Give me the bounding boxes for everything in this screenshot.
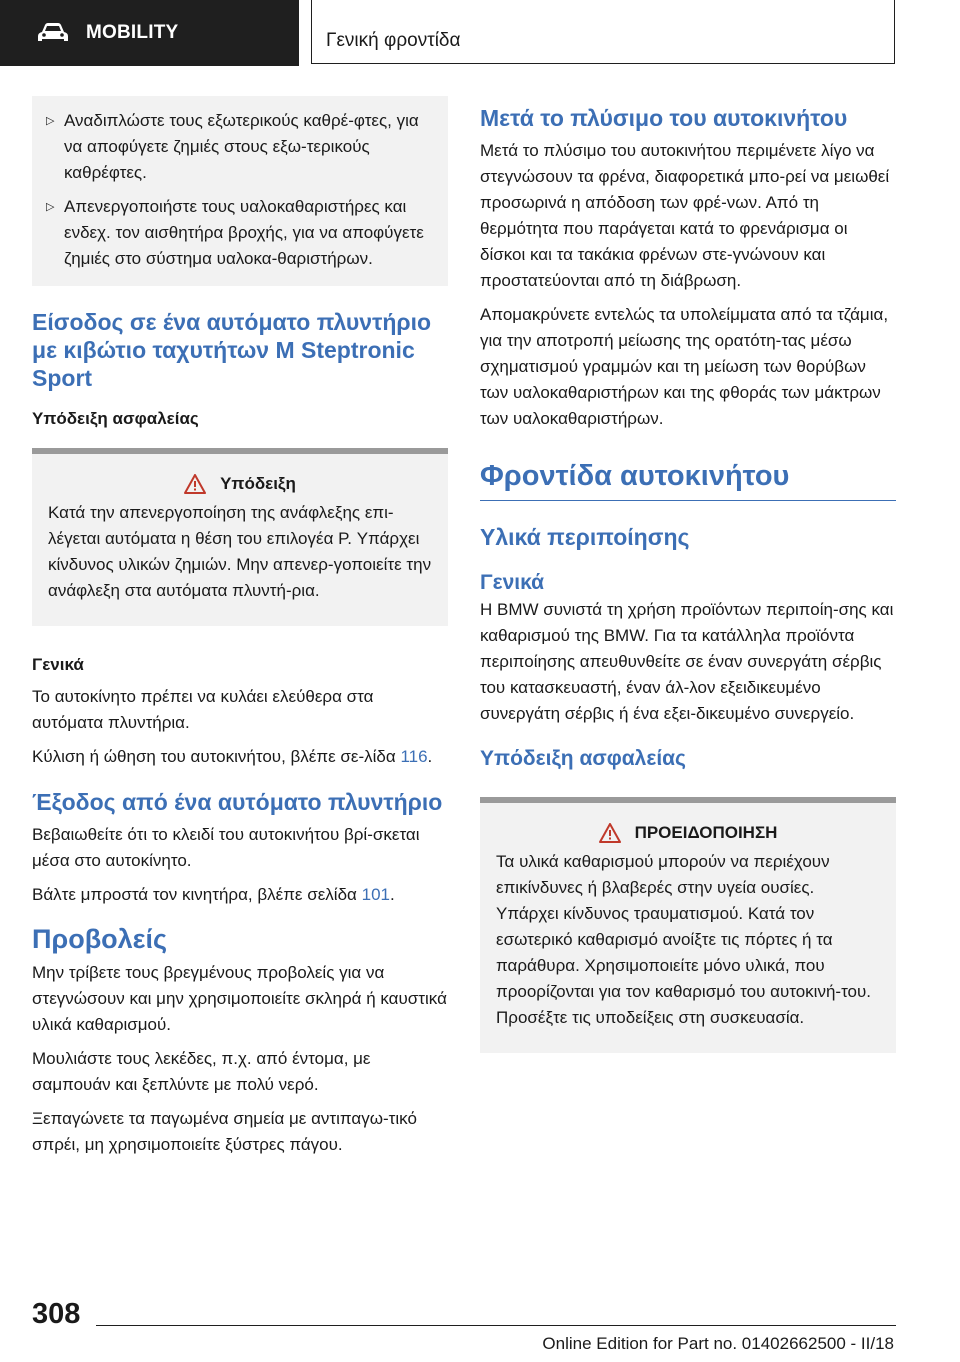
notice-title: Υπόδειξη bbox=[220, 474, 296, 493]
general-paragraph-ref bbox=[32, 744, 448, 770]
list-item bbox=[46, 194, 434, 272]
car-icon bbox=[36, 22, 70, 44]
notice-text: Κατά την απενεργοποίηση της ανάφλεξης επι‐λέγεται αυτόματα η θέση του επιλογέα P. Υπάρχει κίνδυνος υλικών ζημιών. Μην απενερ‐γοποιείτε την ανάφλεξη στα αυτόματα πλυντή‐ρια. bbox=[48, 503, 432, 600]
triangle-bullet-icon: ▷ bbox=[46, 201, 55, 213]
after-wash-paragraph: Απομακρύνετε εντελώς τα υπολείμματα από τα τζάμια, για την αποτροπή μείωσης της ορατότη‐τας μέσω σχηματισμού γραμμών και τη μείωση των θορύβων των υαλοκαθαριστήρων και της φθοράς των μάκτρων των υαλοκαθαριστήρων. bbox=[480, 305, 889, 428]
general-subheading: Γενικά bbox=[32, 655, 84, 674]
entry-heading: Είσοδος σε ένα αυτόματο πλυντήριο με κιβώτιο ταχυτήτων M Steptronic Sport bbox=[32, 309, 432, 391]
footer-rule bbox=[96, 1325, 896, 1326]
headlights-paragraph: Μουλιάστε τους λεκέδες, π.χ. από έντομα, με σαμπουάν και ξεπλύντε με πολύ νερό. bbox=[32, 1049, 371, 1094]
warning-title-row bbox=[496, 823, 880, 843]
triangle-bullet-icon: ▷ bbox=[46, 115, 55, 127]
header-chapter-box bbox=[311, 0, 895, 64]
after-wash-paragraph: Μετά το πλύσιμο του αυτοκινήτου περιμένετε λίγο να στεγνώσουν τα φρένα, διαφορετικά μπο‐ρεί να μειωθεί προσωρινά η απόδοση των φρέ‐νων. Από τη θερμότητα που παράγεται κατά το φρενάρισμα οι δίσκοι και τα τακάκια φρένων στε‐γνώνουν και προστατεύονται από τη διάβρωση. bbox=[480, 141, 890, 290]
ref-text: Βάλτε μπροστά τον κινητήρα, βλέπε σελίδα bbox=[32, 885, 362, 904]
general-paragraph: Το αυτοκίνητο πρέπει να κυλάει ελεύθερα στα αυτόματα πλυντήρια. bbox=[32, 687, 374, 732]
ref-text-end: . bbox=[427, 747, 433, 766]
header-section-title: MOBILITY bbox=[86, 22, 179, 43]
page-number: 308 bbox=[32, 1298, 81, 1330]
bullet-list-box bbox=[32, 96, 448, 286]
care-heading-rule bbox=[480, 458, 896, 501]
safety-heading: Υπόδειξη ασφαλείας bbox=[480, 747, 686, 770]
after-wash-heading: Μετά το πλύσιμο του αυτοκινήτου bbox=[480, 105, 848, 131]
headlights-paragraph: Μην τρίβετε τους βρεγμένους προβολείς για να στεγνώσουν και μην χρησιμοποιείτε σκληρά ή καυστικά υλικά καθαρισμού. bbox=[32, 963, 447, 1034]
warning-title: ΠΡΟΕΙΔΟΠΟΙΗΣΗ bbox=[634, 823, 778, 842]
notice-title-row bbox=[48, 474, 432, 494]
general-heading: Γενικά bbox=[480, 571, 545, 594]
header-section-tab bbox=[0, 0, 299, 66]
exit-paragraph-ref bbox=[32, 882, 448, 908]
footer-edition: Online Edition for Part no. 01402662500 - II/18 bbox=[542, 1334, 894, 1353]
list-item bbox=[46, 108, 434, 186]
headlights-paragraph: Ξεπαγώνετε τα παγωμένα σημεία με αντιπαγω‐τικό σπρέι, μη χρησιμοποιείτε ξύστρες πάγου. bbox=[32, 1109, 417, 1154]
warning-text: Τα υλικά καθαρισμού μπορούν να περιέχουν επικίνδυνες ή βλαβερές στην υγεία ουσίες. Υπάρχει κίνδυνος τραυματισμού. Κατά τον εσωτερικό καθαρισμό ανοίξτε τις πόρτες ή τα παράθυρα. Χρησιμοποιείτε μόνο υλικά, που προορίζονται για τον καθαρισμό του αυτοκινή‐του. Προσέξτε τις υποδείξεις στη συσκευασία. bbox=[496, 852, 872, 1027]
header-chapter-title: Γενική φροντίδα bbox=[326, 30, 461, 51]
headlights-heading: Προβολείς bbox=[32, 924, 168, 954]
warning-box bbox=[480, 797, 896, 1053]
care-heading: Φροντίδα αυτοκινήτου bbox=[480, 460, 790, 492]
bullet-text: Αναδιπλώστε τους εξωτερικούς καθρέ‐φτες, για να αποφύγετε ζημιές στους εξω‐τερικούς καθρέφτες. bbox=[64, 111, 419, 182]
safety-subheading: Υπόδειξη ασφαλείας bbox=[32, 409, 199, 428]
notice-box bbox=[32, 448, 448, 626]
warning-triangle-icon bbox=[184, 474, 206, 494]
left-column bbox=[32, 96, 448, 1166]
warning-triangle-icon bbox=[599, 823, 621, 843]
exit-paragraph: Βεβαιωθείτε ότι το κλειδί του αυτοκινήτου βρί‐σκεται μέσα στο αυτοκίνητο. bbox=[32, 825, 420, 870]
exit-heading: Έξοδος από ένα αυτόματο πλυντήριο bbox=[32, 789, 443, 815]
bullet-text: Απενεργοποιήστε τους υαλοκαθαριστήρες και ενδεχ. τον αισθητήρα βροχής, για να αποφύγετε ζημιές στο σύστημα υαλοκα‐θαριστήρων. bbox=[64, 197, 424, 268]
materials-heading: Υλικά περιποίησης bbox=[480, 524, 690, 550]
ref-text-end: . bbox=[389, 885, 395, 904]
ref-text: Κύλιση ή ώθηση του αυτοκινήτου, βλέπε σε‐λίδα bbox=[32, 747, 401, 766]
general-paragraph: Η BMW συνιστά τη χρήση προϊόντων περιποίη‐σης και καθαρισμού της BMW. Για τα κατάλληλα προϊόντα περιποίησης απευθυνθείτε σε έναν συνεργάτη σέρβις του κατασκευαστή, έναν άλ‐λον εξειδικευμένο συνεργάτη σέρβις ή ένα εξει‐δικευμένο συνεργείο. bbox=[480, 600, 894, 723]
page-link-101[interactable]: 101 bbox=[361, 885, 390, 904]
page-link-116[interactable]: 116 bbox=[400, 747, 428, 766]
right-column bbox=[480, 102, 896, 1053]
